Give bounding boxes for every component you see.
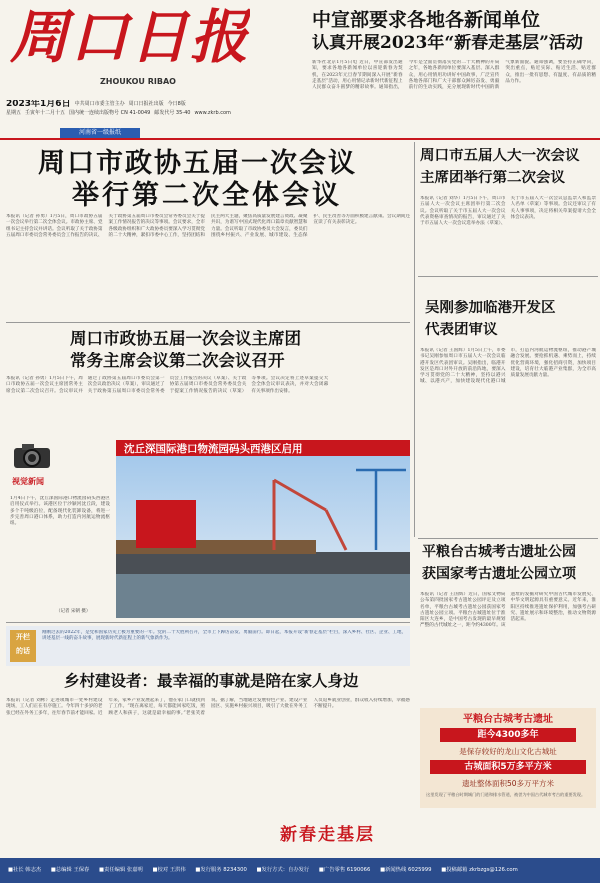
feature-intro: 刚刚过去的2022年，是党和国家历史上极为重要的一年。党的二十大胜利召开，全市上下踔厉奋发、勇毅前行。即日起，本报开设“新春走基层”栏目，深入乡村、社区、企业、工地，讲述基层一线的奋斗故事，展现新时代新征程上的新气象新作为。: [42, 630, 406, 641]
footer-bar: [0, 858, 600, 883]
photo-news-credit: （记者 宋朝 摄）: [56, 609, 91, 614]
weekday: 星期五: [6, 110, 22, 116]
right1-title-line2: 主席团举行第二次会议: [420, 170, 565, 186]
feature-title: 乡村建设者：最幸福的事就是陪在家人身边: [64, 672, 359, 690]
footer-item: ■发行方式：自办发行: [256, 867, 310, 873]
archaeology-graphic-line2: 是保存较好的龙山文化古城址: [459, 747, 557, 756]
feature-kicker: [10, 630, 36, 662]
right-divider-1: [418, 276, 598, 277]
right2-title-line2: 代表团审议: [425, 322, 498, 338]
issue-date: 2023年1月6日: [6, 100, 71, 109]
archaeology-graphic-title: 平粮台古城考古遗址: [463, 714, 553, 724]
lunar-date: 壬寅年十二月十五: [25, 110, 66, 116]
footer-item: ■社长 韩志杰: [8, 867, 42, 873]
footer-item: ■发行服务 8234300: [195, 867, 247, 873]
lead-title-line2: 举行第二次全体会议: [72, 180, 342, 211]
second-story-rule: [6, 322, 410, 323]
top-story-title-line1: 中宣部要求各地各新闻单位: [312, 10, 541, 31]
second-title-line2: 常务主席会议第二次会议召开: [70, 352, 285, 370]
feature-kicker-line2: 的话: [16, 647, 30, 655]
archaeology-title-line1: 平粮台古城考古遗址公园: [422, 544, 576, 560]
photo-news-label: 视觉新闻: [12, 477, 44, 486]
lead-story-body: 本报讯（记者 孙勇）1月5日，周口市政协五届一次会议举行第二次全体会议。市政协主席、党组书记主持会议并讲话。会议听取了关于政协第五届周口市委员会常务委员会工作报告的决议、关于政协第五届周口市委员会常务委员会关于提案工作情况报告的决议等事项。会议要求，全市各级政协组织和广大政协委员要深入学习贯彻党的二十大精神，紧扣市委中心工作，坚持团结和民主两大主题，聚焦高质量发展建言资政、凝聚共识，为谱写中国式现代化周口篇章贡献智慧和力量。会议听取了市政协委员大会发言，委员们围绕乡村振兴、产业发展、城市建设、生态保护、民生改善等方面积极建言献策。会议期间还宣读了有关表彰决定。: [6, 214, 410, 238]
masthead-logo: 周口日报: [10, 4, 250, 71]
footer-item: ■投稿邮箱 zkrbzgs@126.com: [441, 867, 518, 873]
feature-kicker-line1: 开栏: [16, 633, 30, 641]
website: www.zkrb.com: [194, 110, 231, 116]
archaeology-body: 本报讯（记者 王国辉）近日，国家文物局公布第四批国家考古遗址公园评定及立项名单，平粮台古城考古遗址公园获国家考古遗址公园立项。平粮台古城遗址位于淮阳区大连乡，是中国考古发现的最早规划严整的古代城址之一，距今约4300年。该遗址的发掘对研究中国古代城市发展史、中华文明起源具有重要意义。近年来，淮阳区持续推进遗址保护利用，加强考古研究、遗址展示和环境整治，推动文物资源活起来。: [420, 592, 596, 629]
footer-item: ■新闻热线 6025999: [380, 867, 432, 873]
photo-news-caption: 1月4日下午，沈丘深国际港口物流园码头西港区启用仪式举行。该港区位于沙颍河沈丘段，建设多个千吨级泊位，配备现代化装卸设备，将进一步完善周口港口体系，助力打造内河航运物流枢纽。: [10, 496, 110, 527]
camera-icon: [12, 442, 52, 470]
photo-bottom-rule: [6, 622, 410, 623]
right2-body: 本报讯（记者 王国辉）1月5日上午，市委书记吴刚参加周口市五届人大一次会议临港开发区代表团审议。吴刚指出，临港开发区是周口对外开放的前沿阵地，要深入学习贯彻党的二十大精神，坚持以港兴城、以港兴产，加快建设现代化港口城市，打造内河航运物流枢纽，推动港产城融合发展。要抢抓机遇、乘势而上，持续优化营商环境，强化招商引资，加快项目建设，培育壮大临港产业集群，为全市高质量发展贡献力量。: [420, 348, 596, 385]
top-story-title-line2: 认真开展2023年“新春走基层”活动: [312, 34, 583, 53]
archaeology-graphic-note: 这里发现了平粮台时期城门的门道和排水管道，被誉为中国古代城市考古的重要发现。: [426, 792, 586, 797]
archaeology-graphic-line1: 距今4300多年: [440, 728, 576, 742]
right-divider-2: [418, 538, 598, 539]
right2-title-line1: 吴刚参加临港开发区: [425, 300, 556, 316]
press-label: 河南省一级报纸: [60, 128, 140, 138]
footer-item: ■总编辑 王保春: [50, 867, 90, 873]
cn-number: 国内统一连续出版物号 CN 41-0049: [69, 110, 151, 116]
photo-news-banner: 沈丘深国际港口物流园码头西港区启用: [124, 443, 303, 455]
publisher: 中共周口市委主管主办: [74, 101, 125, 107]
masthead-pinyin: ZHOUKOU RIBAO: [100, 77, 176, 86]
photo-news-block: [6, 440, 410, 620]
port-photo: [116, 440, 410, 618]
feature-intro-box: [6, 626, 410, 666]
archaeology-graphic: [420, 708, 596, 808]
feature-stamp: 新春走基层: [280, 825, 375, 845]
feature-body: 本报讯（记者 刘彬）走进项城市一处乡村建设现场，工人们正在有序施工。今年四十多岁的老张已经在外务工多年，往年春节前才能回家。近年来，家乡产业发展起来了，他在家门口就找到了工作。“现在离家近，每天都能回家吃饭，照顾老人和孩子，这就是最幸福的事。”老张笑着说。据了解，当地通过发展特色产业、建设产业园区、实施乡村振兴项目，吸引了大批在外务工人员返乡就业创业，群众收入持续增加，幸福感不断提升。: [6, 698, 410, 716]
lead-title-line1: 周口市政协五届一次会议: [38, 148, 357, 179]
page-count: 今日8版: [167, 101, 186, 107]
footer-item: ■校对 王洪伟: [152, 867, 186, 873]
second-story-body: 本报讯（记者 孙勇）1月5日下午，周口市政协五届一次会议主席团常务主席会议第二次会议召开。会议审议并通过了政协第五届周口市委员会第一次会议政治决议（草案），审议通过了关于政协第五届周口市委员会常务委员会工作报告的决议（草案）、关于政协第五届周口市委员会常务委员会关于提案工作情况报告的决议（草案）等事项。会议决定将上述草案提交大会全体会议审议表决，并对大会闭幕有关事项作出安排。: [6, 376, 329, 394]
masthead-rule: [0, 138, 600, 140]
post-code: 邮发代号 35-40: [154, 110, 191, 116]
office: 周口日报社出版: [128, 101, 164, 107]
right1-body: 本报讯（记者 刘华）1月5日下午，周口市五届人大一次会议主席团举行第二次会议。会议听取了关于市五届人大一次会议代表资格审查情况的报告，审议通过了关于市五届人大一次会议选举办法（草案）、关于市五届人大一次会议总监票人和监票人名单（草案）等事项。会议还审议了有关人事事项，决定将相关草案提请大会全体会议表决。: [420, 196, 596, 227]
column-divider-right: [414, 142, 415, 537]
footer-item: ■广告零售 6190066: [318, 867, 371, 873]
date-bar: [6, 100, 276, 130]
second-title-line1: 周口市政协五届一次会议主席团: [70, 330, 301, 348]
top-story-body: 新华社北京1月5日电 近日，中宣部发出通知，要求各地各新闻单位以喜迎新春为契机，在2023年元旦春节期间深入开展“新春走基层”活动，用心用情记录新时代新征程上人民群众奋斗圆梦的精彩故事。通知指出，今年是全面贯彻落实党的二十大精神的开局之年，各地各新闻单位要深入基层、深入群众，用心用情用功讲好中国故事，广泛宣传各地各部门和广大干部群众踔厉奋发、勇毅前行的生动实践，充分展现新时代中国的新气象新面貌。通知强调，要坚持正确导向，突出重点，贴近实际、贴近生活、贴近群众，推出一批有思想、有温度、有品质的精品力作。: [312, 60, 596, 91]
right1-title-line1: 周口市五届人大一次会议: [420, 148, 580, 164]
archaeology-graphic-line4: 遗址整体面积50多万平方米: [461, 779, 555, 788]
archaeology-title-line2: 获国家考古遗址公园立项: [422, 566, 576, 582]
archaeology-graphic-line3: 古城面积5万多平方米: [430, 760, 586, 774]
footer-item: ■责任编辑 张嘉明: [99, 867, 143, 873]
